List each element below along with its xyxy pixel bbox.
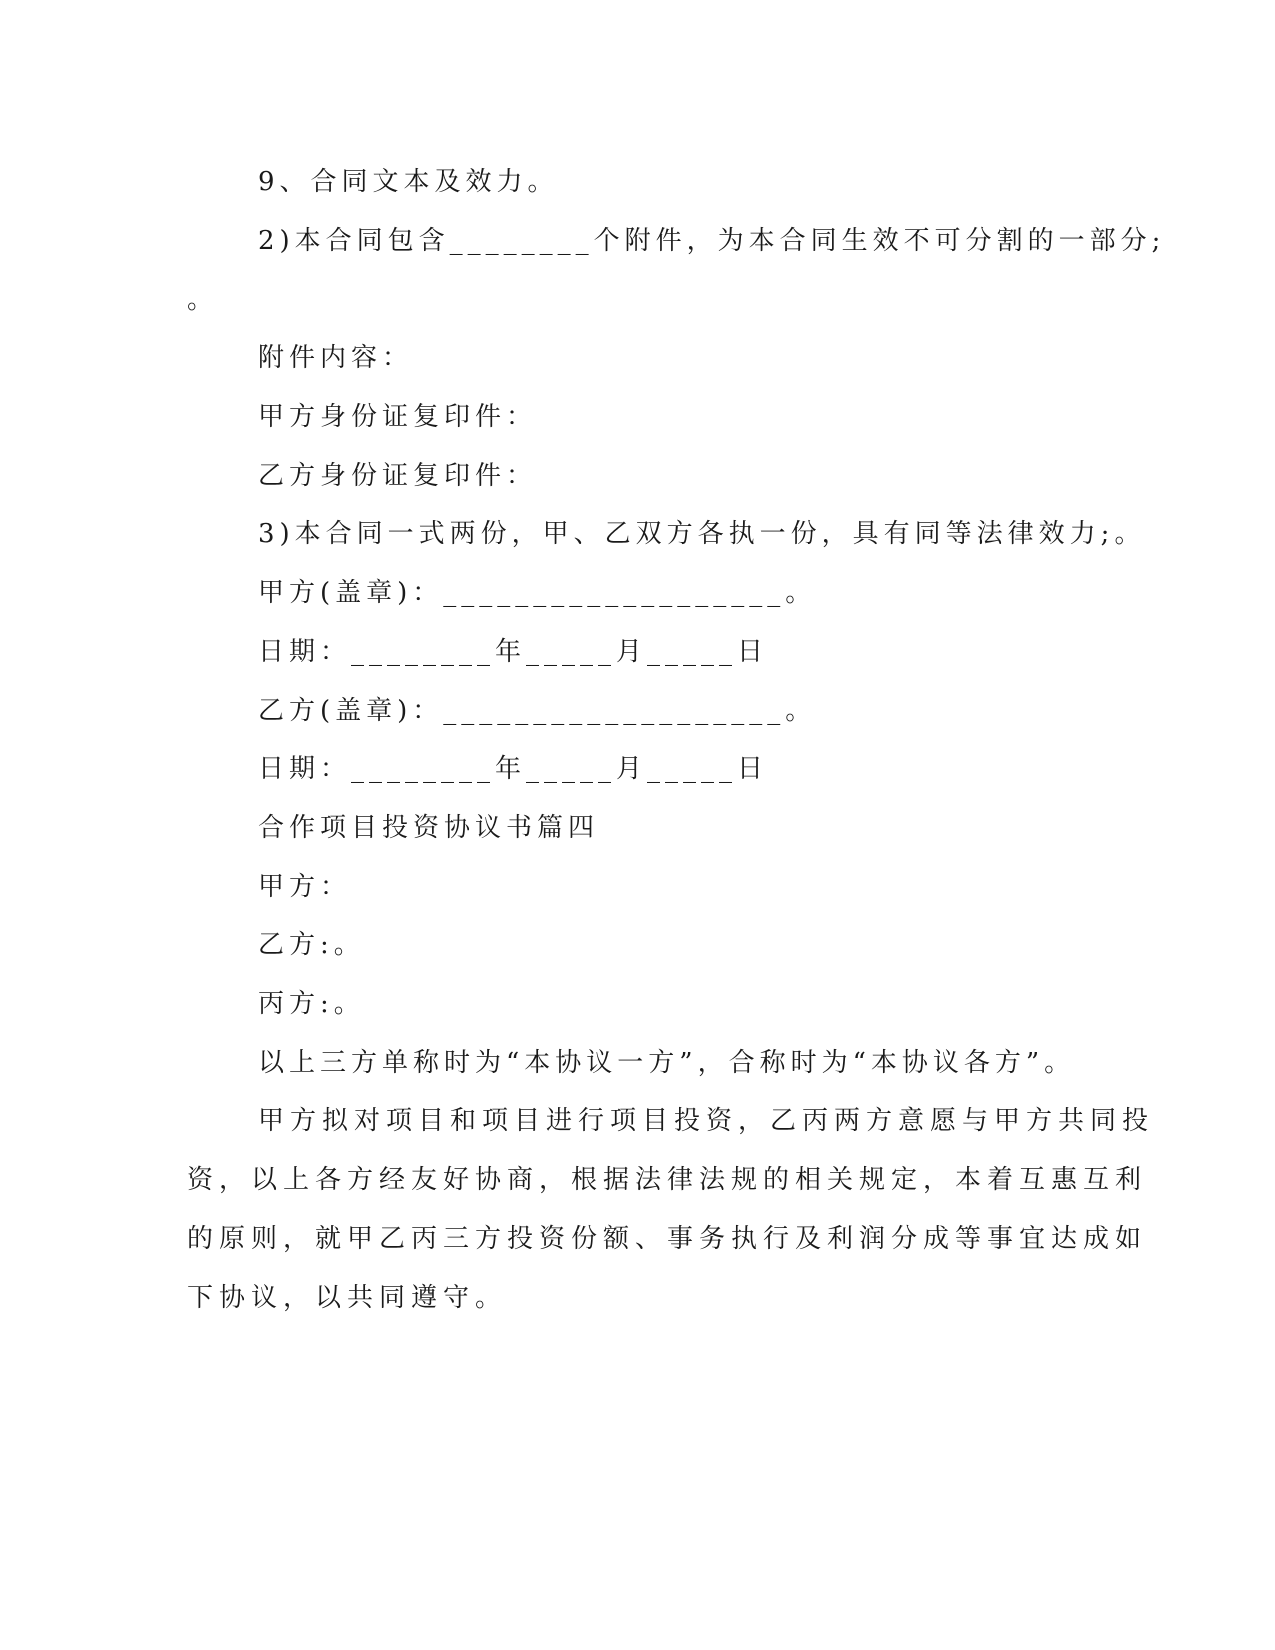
party-b-date-line: 日期：________年_____月_____日 bbox=[258, 754, 769, 784]
clause-attachments-count: 2)本合同包含________个附件，为本合同生效不可分割的一部分; bbox=[258, 226, 1166, 256]
clause-continuation: 。 bbox=[187, 285, 219, 315]
party-a-label: 甲方： bbox=[258, 872, 352, 902]
paragraph-line: 资，以上各方经友好协商，根据法律法规的相关规定，本着互惠互利 bbox=[187, 1165, 1148, 1195]
section-title: 合作项目投资协议书篇四 bbox=[258, 813, 600, 843]
party-b-id-copy: 乙方身份证复印件： bbox=[258, 461, 538, 491]
party-c-label: 丙方:。 bbox=[258, 989, 365, 1019]
clause-9-heading: 9、合同文本及效力。 bbox=[258, 167, 559, 197]
attachment-content-label: 附件内容： bbox=[258, 343, 414, 373]
party-a-date-line: 日期：________年_____月_____日 bbox=[258, 637, 769, 667]
party-b-label: 乙方:。 bbox=[258, 930, 365, 960]
party-a-id-copy: 甲方身份证复印件： bbox=[258, 402, 538, 432]
parties-definition: 以上三方单称时为“本协议一方”，合称时为“本协议各方”。 bbox=[258, 1048, 1076, 1078]
clause-copies: 3)本合同一式两份，甲、乙双方各执一份，具有同等法律效力;。 bbox=[258, 519, 1146, 549]
paragraph-line: 甲方拟对项目和项目进行项目投资，乙丙两方意愿与甲方共同投 bbox=[258, 1106, 1155, 1136]
party-a-seal-line: 甲方(盖章)：___________________。 bbox=[258, 578, 817, 608]
paragraph-line: 下协议，以共同遵守。 bbox=[187, 1283, 508, 1313]
paragraph-line: 的原则，就甲乙丙三方投资份额、事务执行及利润分成等事宜达成如 bbox=[187, 1224, 1148, 1254]
party-b-seal-line: 乙方(盖章)：___________________。 bbox=[258, 696, 817, 726]
